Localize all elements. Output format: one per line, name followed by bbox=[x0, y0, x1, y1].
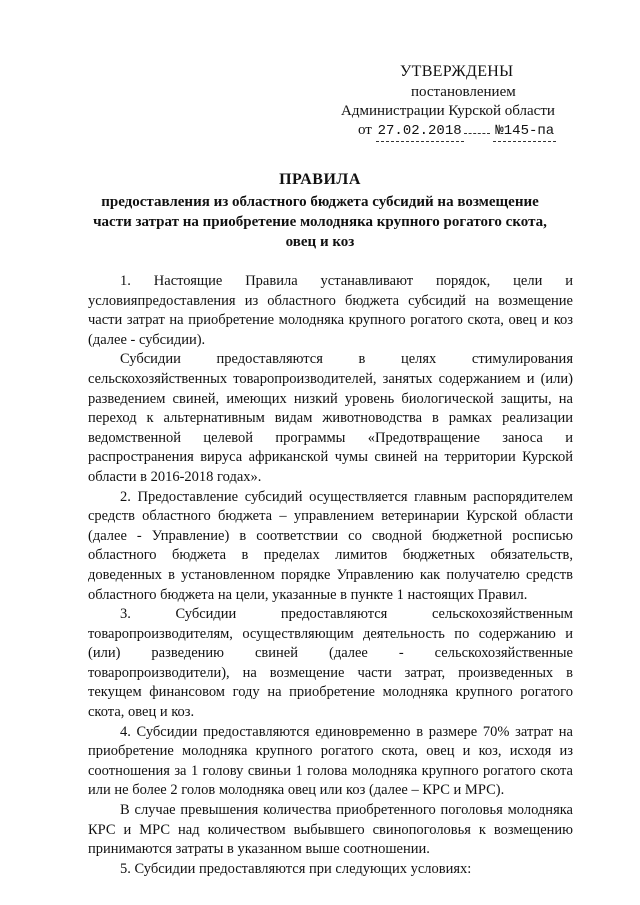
paragraph-1: 1. Настоящие Правила устанавливают порядок, цели и условияпредоставления из областного бюджета субсидий на возмещение части затрат на приобретение молодняка крупного рогатого скота, овец и коз (далее - субсидии). bbox=[88, 273, 573, 348]
paragraph-7: 5. Субсидии предоставляются при следующих условиях: bbox=[120, 860, 472, 877]
paragraph-4: 3. Субсидии предоставляются сельскохозяйственным товаропроизводителям, осуществляющим деятельность по содержанию и (или) разведению свиней (далее - сельскохозяйственные товаропроизводители), на возмещение части затрат, произведенных в текущем финансовом году на приобретение молодняка крупного рогатого скота, овец и коз. bbox=[88, 606, 573, 721]
document-title bbox=[0, 170, 640, 252]
document-subtitle: предоставления из областного бюджета субсидий на возмещение части затрат на приобретение молодняка крупного рогатого скота, овец и коз bbox=[93, 194, 547, 250]
approval-resolution-label: постановлением bbox=[411, 84, 516, 100]
paragraph-6: В случае превышения количества приобретенного поголовья молодняка КРС и МРС над количеством выбывшего свинопоголовья к возмещению принимаются затраты в указанном выше соотношении. bbox=[88, 802, 573, 858]
document-body bbox=[88, 272, 573, 879]
paragraph-3: 2. Предоставление субсидий осуществляется главным распорядителем средств областного бюджета – управлением ветеринарии Курской области (далее - Управление) в соответствии со сводной бюджетной росписью областного бюджета в пределах лимитов бюджетных обязательств, доведенных в установленном порядке Управлению как получателю средств областного бюджета на цели, указанные в пункте 1 настоящих Правил. bbox=[88, 488, 573, 603]
approval-date: 27.02.2018 bbox=[376, 121, 464, 142]
approval-date-line bbox=[358, 120, 556, 142]
paragraph-2: Субсидии предоставляются в целях стимулирования сельскохозяйственных товаропроизводителей, занятых содержанием и (или) разведением свиней, имеющих низкий уровень биологической защиты, на переход к альтернативным видам животноводства в рамках реализации ведомственной целевой программы «Предотвращение заноса и распространения вируса африканской чумы свиней на территории Курской области в 2016-2018 годах». bbox=[88, 351, 573, 485]
approval-number: №145-па bbox=[493, 121, 556, 142]
paragraph-5: 4. Субсидии предоставляются единовременно в размере 70% затрат на приобретение молодняка крупного рогатого скота, овец и коз, исходя из соотношения за 1 голову свиньи 1 голова молодняка крупного рогатого скота или не более 2 голов молодняка овец или коз (далее – КРС и МРС). bbox=[88, 723, 573, 799]
approval-block bbox=[0, 60, 640, 140]
approval-heading: УТВЕРЖДЕНЫ bbox=[400, 63, 514, 80]
approval-date-prefix: от bbox=[358, 122, 372, 138]
approval-authority: Администрации Курской области bbox=[341, 103, 555, 119]
document-heading: ПРАВИЛА bbox=[279, 171, 361, 188]
approval-date-gap bbox=[464, 121, 490, 134]
